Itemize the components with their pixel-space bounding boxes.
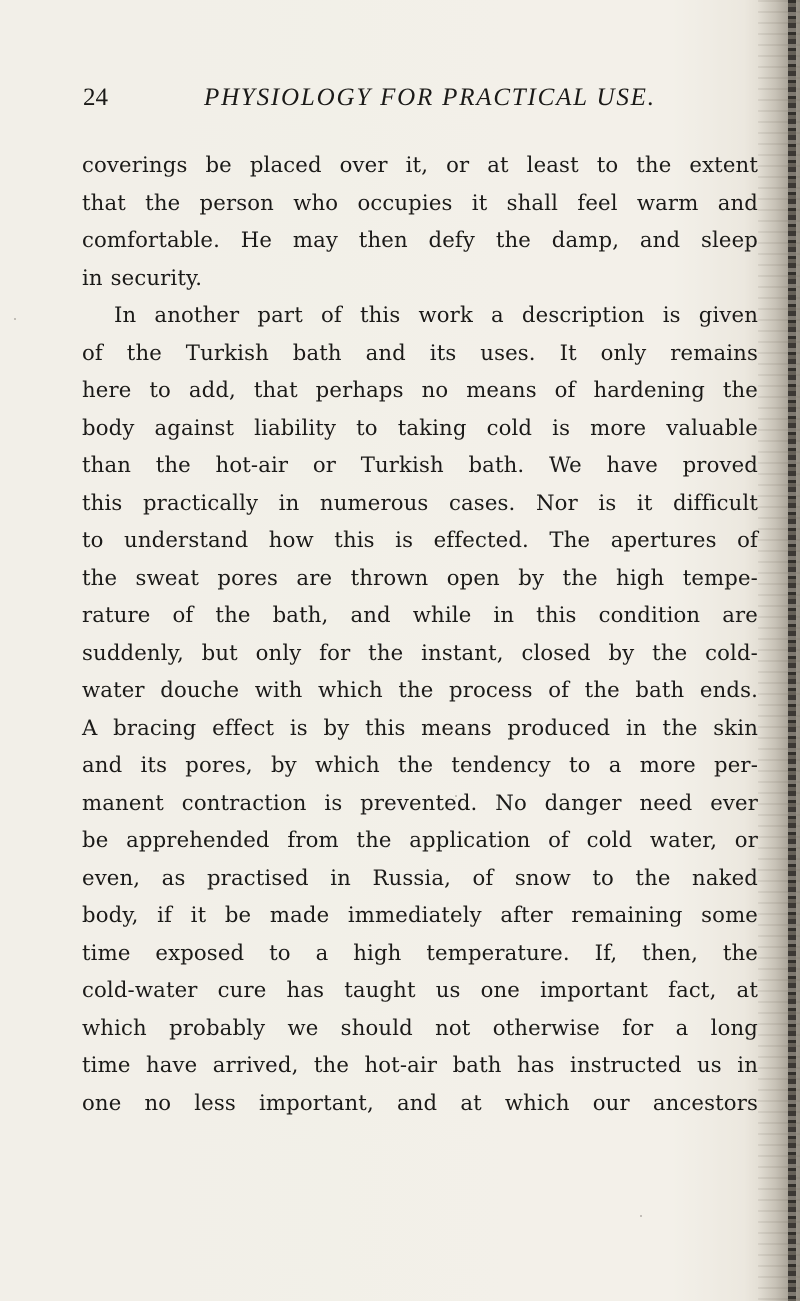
- text-line: the sweat pores are thrown open by the high tempe-: [82, 564, 758, 590]
- paper-speck: [455, 795, 457, 797]
- text-line: body against liability to taking cold is more valuable: [82, 414, 758, 440]
- paper-speck: [640, 1215, 642, 1217]
- text-line: of the Turkish bath and its uses. It only remains: [82, 339, 758, 365]
- text-line: be apprehended from the application of cold water, or: [82, 827, 758, 852]
- text-line: A bracing effect is by this means produced in the skin: [82, 714, 758, 740]
- text-line: body, if it be made immediately after remaining some: [82, 902, 758, 927]
- text-line: time exposed to a high temperature. If, then, the: [82, 939, 758, 965]
- text-line: In another part of this work a description is given: [114, 302, 758, 327]
- text-line: comfortable. He may then defy the damp, and sleep: [82, 227, 758, 252]
- book-binding-edge: [758, 0, 800, 1301]
- paper-speck: [14, 318, 16, 320]
- page-number: 24: [83, 84, 108, 111]
- text-line: which probably we should not otherwise for a long: [82, 1014, 758, 1040]
- text-line: than the hot-air or Turkish bath. We have proved: [82, 452, 758, 477]
- text-line: in security.: [82, 264, 203, 290]
- paper-speck: [395, 648, 397, 650]
- text-line: and its pores, by which the tendency to a more per-: [82, 752, 758, 777]
- text-line: here to add, that perhaps no means of hardening the: [82, 377, 758, 402]
- running-title: PHYSIOLOGY FOR PRACTICAL USE.: [204, 84, 656, 111]
- text-line: manent contraction is prevented. No danger need ever: [82, 789, 758, 815]
- text-line: that the person who occupies it shall feel warm and: [82, 189, 758, 215]
- text-line: water douche with which the process of the bath ends.: [82, 677, 758, 702]
- text-line: coverings be placed over it, or at least to the extent: [82, 152, 758, 177]
- text-line: rature of the bath, and while in this condition are: [82, 602, 758, 627]
- running-head: [83, 84, 763, 124]
- text-line: one no less important, and at which our ancestors: [82, 1089, 758, 1115]
- text-line: time have arrived, the hot-air bath has instructed us in: [82, 1052, 758, 1077]
- text-line: cold-water cure has taught us one important fact, at: [82, 977, 758, 1002]
- text-line: to understand how this is effected. The apertures of: [82, 527, 758, 552]
- text-line: suddenly, but only for the instant, closed by the cold-: [82, 639, 758, 665]
- body-text: [82, 146, 758, 1121]
- text-line: even, as practised in Russia, of snow to the naked: [82, 864, 758, 890]
- text-line: this practically in numerous cases. Nor is it difficult: [82, 489, 758, 515]
